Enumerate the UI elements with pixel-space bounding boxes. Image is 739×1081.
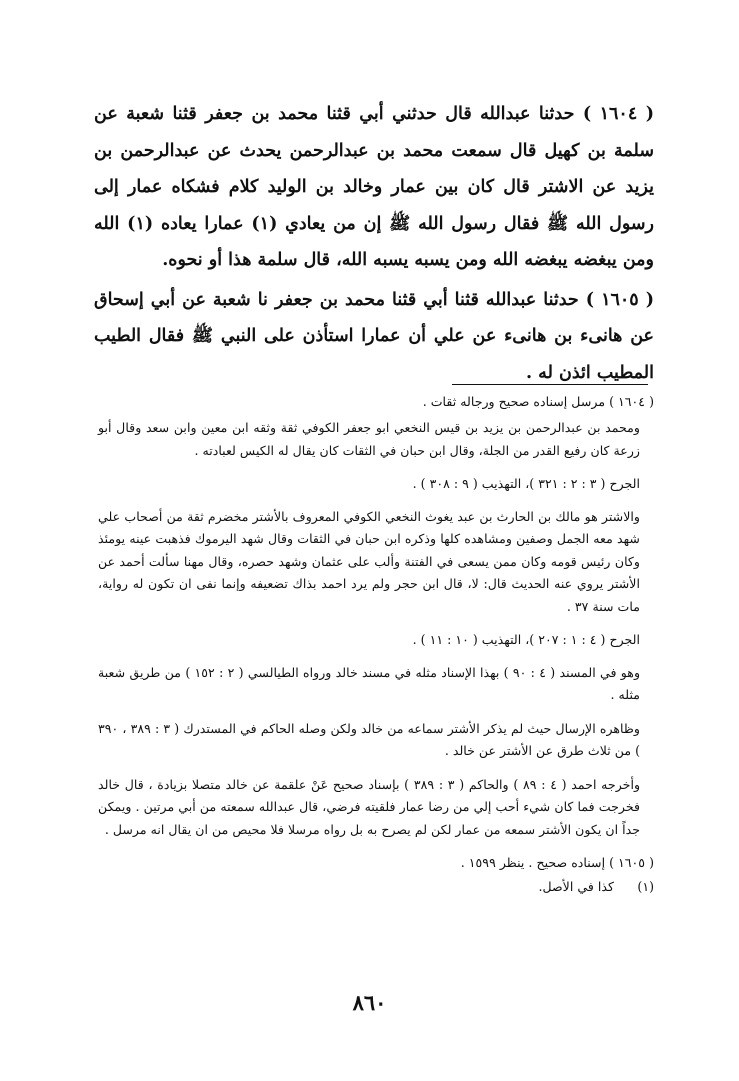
note-heading-1605: ( ١٦٠٥ ) إسناده صحيح . ينظر ١٥٩٩ . [460,855,654,870]
note-narrator-muhammad: ومحمد بن عبدالرحمن بن يزيد بن قيس النخعي ابو جعفر الكوفي ثقة وثقه ابن معين وابن سعد وقال أبو زرعة كان رفيع القدر من الجلة، وقال ابن حبان في الثقات كان يقال له الكيس لعبادته . [98,420,640,458]
note-citation-2: الجرح ( ٤ : ١ : ٢٠٧ )، التهذيب ( ١٠ : ١١ ) . [412,632,640,647]
note-narrator-ashtar: والاشتر هو مالك بن الحارث بن عبد يغوث النخعي الكوفي المعروف بالأشتر مخضرم ثقة من أصحاب علي شهد معه الجمل وصفين ومشاهده كلها وذكره ابن حبان في الثقات وقال شهد اليرموك فذهبت عينه يومئذ وكان رئيس قومه وكان ممن يسعى في الفتنة وألب على عثمان وشهد حصره، وقال مهنا سألت أحمد عن الأشتر يروي عنه الحديث قال: لا، قال ابن حجر ولم يرد احمد بذاك تضعيفه وإنما نفى ان تكون له رواية، مات سنة ٣٧ . [98,508,640,614]
footnote-1 [98,877,654,897]
note-musnad: وهو في المسند ( ٤ : ٩٠ ) بهذا الإسناد مثله في مسند خالد ورواه الطيالسي ( ٢ : ١٥٢ ) من طريق شعبة مثله . [98,664,641,702]
note-takhrij: وأخرجه احمد ( ٤ : ٨٩ ) والحاكم ( ٣ : ٣٨٩ ) بإسناد صحيح عَنْ علقمة عن خالد متصلا بزيادة ، قال خالد فخرجت فما كان شيء أحب إلي من رضا عمار فلقيته فرضي، قال عبدالله سمعته من أبي مرتين . ويمكن جداً ان يكون الأشتر سمعه من عمار لكن لم يصرح به بل رواه مرسلا فلا محيص من ان يقال انه مرسل . [98,776,641,837]
hadith-1604: ( ١٦٠٤ ) حدثنا عبدالله قال حدثني أبي قثنا محمد بن جعفر قثنا شعبة عن سلمة بن كهيل قال سمعت محمد بن عبدالرحمن يحدث عن عبدالرحمن بن يزيد عن الاشتر قال كان بين عمار وخالد بن الوليد كلام فشكاه عمار إلى رسول الله ﷺ فقال رسول الله ﷺ إن من يعادي (١) عمارا يعاده (١) الله ومن يبغضه يبغضه الله ومن يسبه يسبه الله، قال سلمة هذا أو نحوه. [94,104,654,270]
footnote-text: كذا في الأصل. [538,879,614,894]
page-number: ٨٦٠ [352,990,387,1015]
footnote-separator [452,384,648,385]
commentary [98,391,654,897]
footnote-marker: (١) [637,879,654,894]
note-heading-1604: ( ١٦٠٤ ) مرسل إسناده صحيح ورجاله ثقات . [422,394,654,409]
hadith-1605: ( ١٦٠٥ ) حدثنا عبدالله قثنا أبي قثنا محمد بن جعفر نا شعبة عن أبي إسحاق عن هانىء بن هانىء عن علي أن عمارا استأذن على النبي ﷺ فقال الطيب المطيب ائذن له . [94,289,655,383]
main-text [94,96,654,394]
note-citation-1: الجرح ( ٣ : ٢ : ٣٢١ )، التهذيب ( ٩ : ٣٠٨ ) . [412,476,640,491]
note-irsal: وظاهره الإرسال حيث لم يذكر الأشتر سماعه من خالد ولكن وصله الحاكم في المستدرك ( ٣ : ٣٨٩ ، ٣٩٠ ) من ثلاث طرق عن الأشتر عن خالد . [98,720,640,758]
